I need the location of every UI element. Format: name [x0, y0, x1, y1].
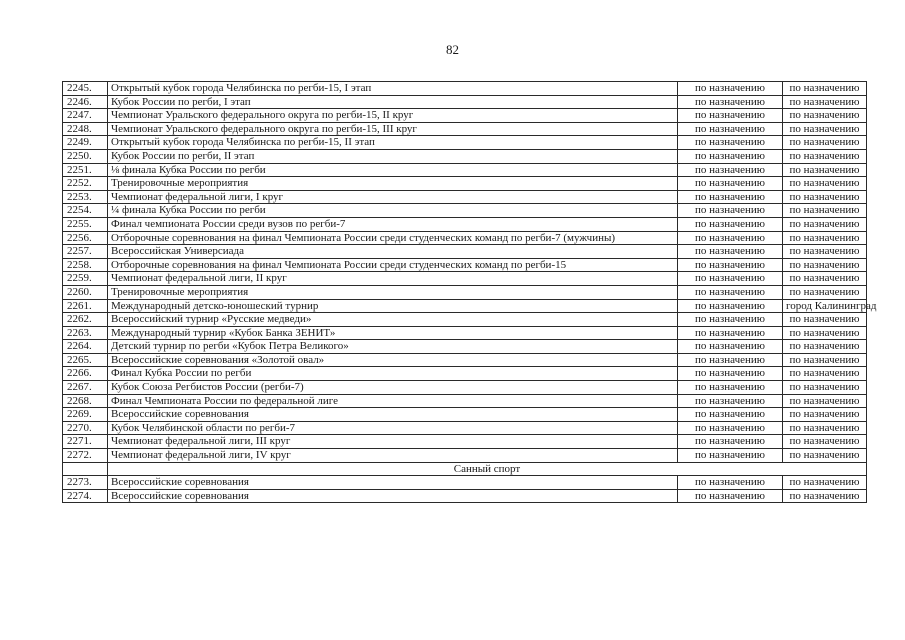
row-number: 2263.	[63, 326, 108, 340]
event-dates: по назначению	[678, 367, 783, 381]
event-name: Чемпионат Уральского федерального округа по регби-15, III круг	[108, 122, 678, 136]
table-row	[63, 299, 867, 313]
section-empty-cell	[63, 462, 108, 476]
event-name: Всероссийские соревнования	[108, 489, 678, 503]
table-row	[63, 449, 867, 463]
event-dates: по назначению	[678, 258, 783, 272]
event-location: по назначению	[783, 122, 867, 136]
event-dates: по назначению	[678, 190, 783, 204]
event-location: по назначению	[783, 190, 867, 204]
table-row	[63, 367, 867, 381]
event-location: по назначению	[783, 353, 867, 367]
event-dates: по назначению	[678, 217, 783, 231]
event-name: ¼ финала Кубка России по регби	[108, 204, 678, 218]
section-header-group	[63, 462, 867, 476]
event-name: Чемпионат Уральского федерального округа по регби-15, II круг	[108, 109, 678, 123]
event-location: по назначению	[783, 326, 867, 340]
event-dates: по назначению	[678, 136, 783, 150]
event-name: Открытый кубок города Челябинска по регби-15, II этап	[108, 136, 678, 150]
scan-top-edge	[0, 0, 905, 1]
event-location: по назначению	[783, 367, 867, 381]
event-name: Отборочные соревнования на финал Чемпионата России среди студенческих команд по регби-7 (мужчины)	[108, 231, 678, 245]
section-title: Санный спорт	[108, 462, 867, 476]
event-dates: по назначению	[678, 421, 783, 435]
event-dates: по назначению	[678, 149, 783, 163]
row-number: 2264.	[63, 340, 108, 354]
event-name: Финал Чемпионата России по федеральной лиге	[108, 394, 678, 408]
event-location: по назначению	[783, 421, 867, 435]
event-location: по назначению	[783, 149, 867, 163]
event-dates: по назначению	[678, 340, 783, 354]
row-number: 2266.	[63, 367, 108, 381]
events-table-body	[63, 82, 877, 463]
event-dates: по назначению	[678, 231, 783, 245]
table-row	[63, 313, 867, 327]
table-row	[63, 95, 867, 109]
event-location: по назначению	[783, 245, 867, 259]
event-dates: по назначению	[678, 204, 783, 218]
event-location: по назначению	[783, 109, 867, 123]
events-table	[62, 81, 877, 503]
table-row	[63, 272, 867, 286]
event-name: Детский турнир по регби «Кубок Петра Великого»	[108, 340, 678, 354]
table-row	[63, 204, 867, 218]
event-location: по назначению	[783, 340, 867, 354]
row-number: 2247.	[63, 109, 108, 123]
table-row	[63, 245, 867, 259]
row-number: 2254.	[63, 204, 108, 218]
event-location: по назначению	[783, 449, 867, 463]
row-number: 2274.	[63, 489, 108, 503]
event-location: по назначению	[783, 95, 867, 109]
event-dates: по назначению	[678, 82, 783, 96]
row-number: 2273.	[63, 476, 108, 490]
row-number: 2253.	[63, 190, 108, 204]
event-location: по назначению	[783, 381, 867, 395]
event-dates: по назначению	[678, 408, 783, 422]
event-location: по назначению	[783, 394, 867, 408]
table-row	[63, 394, 867, 408]
row-number: 2265.	[63, 353, 108, 367]
row-number: 2248.	[63, 122, 108, 136]
table-row	[63, 109, 867, 123]
table-row	[63, 163, 867, 177]
event-name: Всероссийские соревнования	[108, 476, 678, 490]
row-number: 2251.	[63, 163, 108, 177]
event-name: Всероссийская Универсиада	[108, 245, 678, 259]
row-number: 2270.	[63, 421, 108, 435]
table-row	[63, 353, 867, 367]
table-row	[63, 231, 867, 245]
row-number: 2258.	[63, 258, 108, 272]
event-dates: по назначению	[678, 95, 783, 109]
row-number: 2262.	[63, 313, 108, 327]
event-location: по назначению	[783, 435, 867, 449]
table-row	[63, 381, 867, 395]
event-dates: по назначению	[678, 299, 783, 313]
event-name: Чемпионат федеральной лиги, II круг	[108, 272, 678, 286]
row-number: 2255.	[63, 217, 108, 231]
event-name: ⅛ финала Кубка России по регби	[108, 163, 678, 177]
event-dates: по назначению	[678, 285, 783, 299]
row-number: 2267.	[63, 381, 108, 395]
event-location: по назначению	[783, 489, 867, 503]
row-number: 2250.	[63, 149, 108, 163]
table-row	[63, 489, 867, 503]
event-name: Международный турнир «Кубок Банка ЗЕНИТ»	[108, 326, 678, 340]
table-row	[63, 217, 867, 231]
table-row	[63, 149, 867, 163]
event-name: Чемпионат федеральной лиги, III круг	[108, 435, 678, 449]
event-dates: по назначению	[678, 381, 783, 395]
event-dates: по назначению	[678, 489, 783, 503]
table-row	[63, 476, 867, 490]
row-number: 2246.	[63, 95, 108, 109]
event-name: Всероссийские соревнования	[108, 408, 678, 422]
event-dates: по назначению	[678, 272, 783, 286]
row-number: 2271.	[63, 435, 108, 449]
event-name: Отборочные соревнования на финал Чемпионата России среди студенческих команд по регби-15	[108, 258, 678, 272]
event-location: по назначению	[783, 163, 867, 177]
table-row	[63, 82, 867, 96]
table-row	[63, 435, 867, 449]
event-location: по назначению	[783, 217, 867, 231]
event-name: Всероссийский турнир «Русские медведи»	[108, 313, 678, 327]
event-dates: по назначению	[678, 353, 783, 367]
row-number: 2257.	[63, 245, 108, 259]
event-location: по назначению	[783, 258, 867, 272]
event-location: по назначению	[783, 177, 867, 191]
event-location: по назначению	[783, 231, 867, 245]
event-location: город Калининград	[783, 299, 867, 313]
row-number: 2260.	[63, 285, 108, 299]
table-row	[63, 421, 867, 435]
event-dates: по назначению	[678, 476, 783, 490]
event-name: Чемпионат федеральной лиги, I круг	[108, 190, 678, 204]
event-dates: по назначению	[678, 394, 783, 408]
event-location: по назначению	[783, 136, 867, 150]
event-name: Финал Кубка России по регби	[108, 367, 678, 381]
event-dates: по назначению	[678, 177, 783, 191]
event-location: по назначению	[783, 204, 867, 218]
event-dates: по назначению	[678, 109, 783, 123]
row-number: 2261.	[63, 299, 108, 313]
event-location: по назначению	[783, 82, 867, 96]
event-name: Кубок России по регби, II этап	[108, 149, 678, 163]
events-table-body-after	[63, 476, 867, 503]
event-dates: по назначению	[678, 313, 783, 327]
event-name: Кубок Челябинской области по регби-7	[108, 421, 678, 435]
event-name: Тренировочные мероприятия	[108, 285, 678, 299]
row-number: 2245.	[63, 82, 108, 96]
row-number: 2256.	[63, 231, 108, 245]
event-location: по назначению	[783, 408, 867, 422]
event-name: Финал чемпионата России среди вузов по регби-7	[108, 217, 678, 231]
event-name: Кубок Союза Регбистов России (регби-7)	[108, 381, 678, 395]
table-row	[63, 408, 867, 422]
event-location: по назначению	[783, 313, 867, 327]
table-row	[63, 136, 867, 150]
row-number: 2252.	[63, 177, 108, 191]
table-row	[63, 177, 867, 191]
event-location: по назначению	[783, 272, 867, 286]
event-name: Чемпионат федеральной лиги, IV круг	[108, 449, 678, 463]
row-number: 2269.	[63, 408, 108, 422]
event-dates: по назначению	[678, 326, 783, 340]
table-row	[63, 258, 867, 272]
event-name: Открытый кубок города Челябинска по регби-15, I этап	[108, 82, 678, 96]
event-location: по назначению	[783, 476, 867, 490]
event-dates: по назначению	[678, 449, 783, 463]
table-row	[63, 122, 867, 136]
table-row	[63, 340, 867, 354]
row-number: 2268.	[63, 394, 108, 408]
table-row	[63, 190, 867, 204]
event-name: Международный детско-юношеский турнир	[108, 299, 678, 313]
event-dates: по назначению	[678, 435, 783, 449]
row-number: 2259.	[63, 272, 108, 286]
event-dates: по назначению	[678, 163, 783, 177]
event-dates: по назначению	[678, 245, 783, 259]
section-header-row	[63, 462, 867, 476]
event-location: по назначению	[783, 285, 867, 299]
event-name: Всероссийские соревнования «Золотой овал»	[108, 353, 678, 367]
event-name: Кубок России по регби, I этап	[108, 95, 678, 109]
table-row	[63, 326, 867, 340]
event-dates: по назначению	[678, 122, 783, 136]
table-row	[63, 285, 867, 299]
row-number: 2249.	[63, 136, 108, 150]
event-name: Тренировочные мероприятия	[108, 177, 678, 191]
page-number: 82	[446, 42, 459, 57]
row-number: 2272.	[63, 449, 108, 463]
